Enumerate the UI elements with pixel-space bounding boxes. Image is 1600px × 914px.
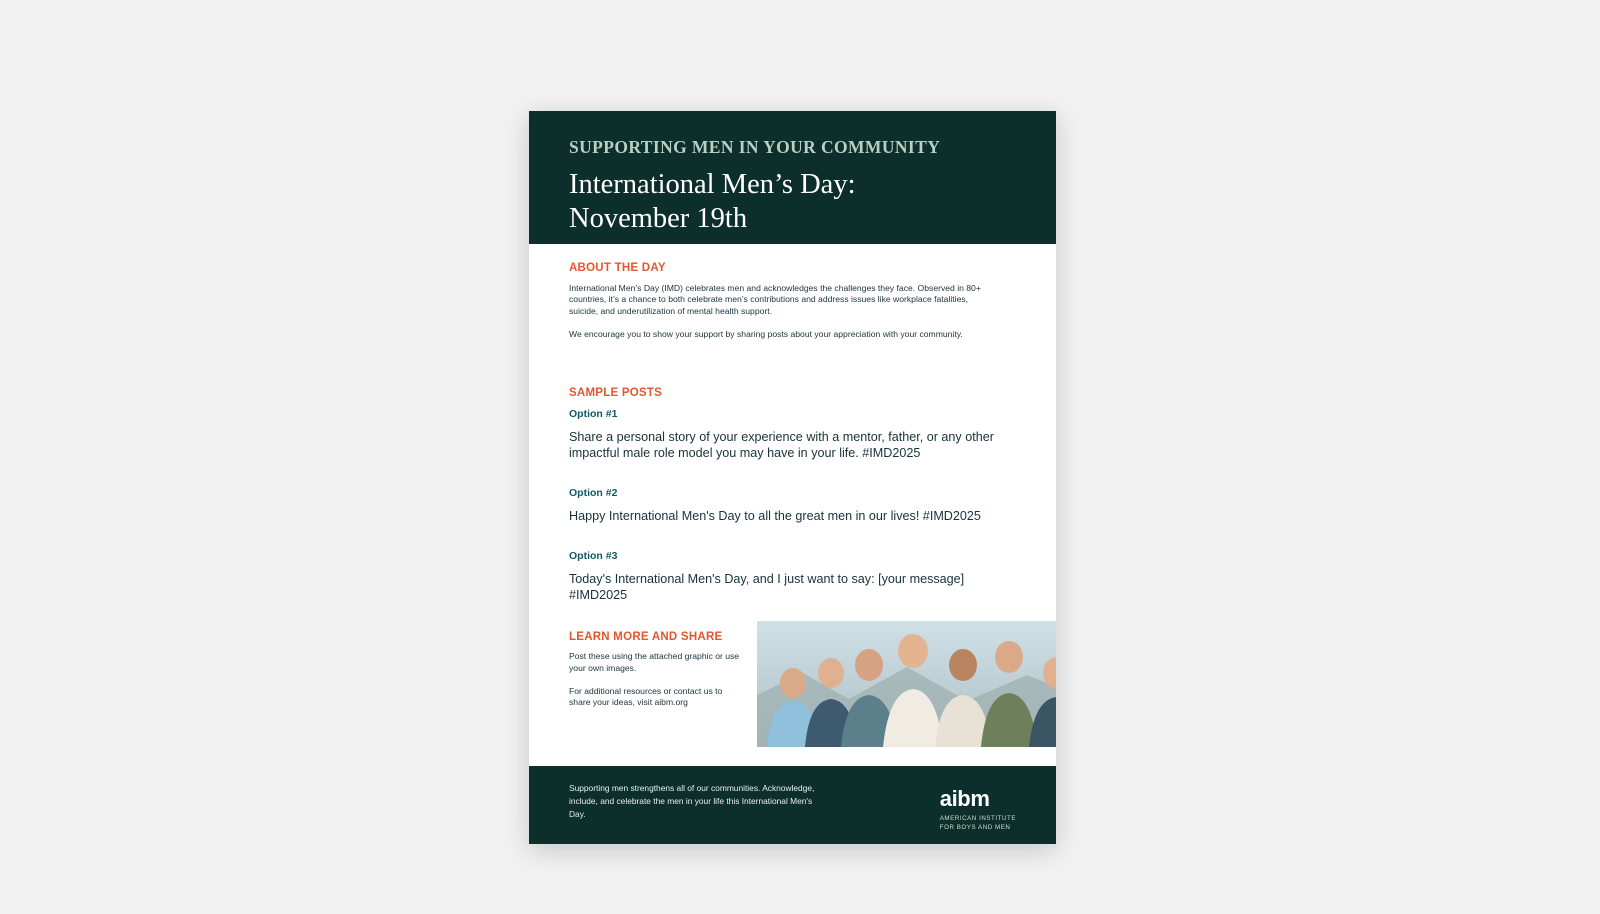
learn-more-paragraph-2: For additional resources or contact us to share your ideas, visit aibm.org: [569, 685, 723, 708]
learn-more-heading: LEARN MORE AND SHARE: [569, 631, 723, 644]
sample-option-2-label: Option #2: [569, 486, 618, 499]
about-paragraph-2: We encourage you to show your support by sharing posts about your appreciation with your community.: [569, 329, 963, 340]
logo-subtitle-line-1: AMERICAN INSTITUTE: [939, 815, 1016, 822]
page-title-line-2: November 19th: [569, 202, 748, 234]
sample-option-1-text: Share a personal story of your experience with a mentor, father, or any other impactful male role model you may have in your life. #IMD2025: [569, 429, 994, 460]
logo-subtitle-line-2: FOR BOYS AND MEN: [939, 823, 1011, 831]
about-paragraph-1: International Men’s Day (IMD) celebrates men and acknowledges the challenges they face. Observed in 80+ countries, it’s a chance to both celebrate men’s contributions and address issues like workplace fatalities, suicide, and underutilization of mental health support.: [569, 283, 981, 316]
flyer-page: [529, 111, 1056, 844]
learn-more-column: [569, 631, 741, 709]
sample-option-3: [569, 550, 1016, 603]
footer-text: Supporting men strengthens all of our communities. Acknowledge, include, and celebrate the men in your life this International Men's Day.: [569, 783, 815, 820]
flyer-body: [529, 244, 1056, 749]
about-section: [569, 262, 1016, 341]
flyer-footer: [529, 766, 1056, 844]
sample-option-2-text: Happy International Men's Day to all the great men in our lives! #IMD2025: [569, 508, 981, 523]
page-title: [569, 168, 1016, 235]
sample-posts-section: [569, 387, 1016, 604]
header-eyebrow: SUPPORTING MEN IN YOUR COMMUNITY: [569, 137, 941, 157]
learn-more-paragraph-1: Post these using the attached graphic or use your own images.: [569, 651, 740, 673]
sample-option-3-label: Option #3: [569, 550, 618, 563]
sample-option-1: [569, 408, 1016, 461]
page-title-line-1: International Men’s Day:: [569, 169, 856, 200]
flyer-header: [529, 111, 1056, 244]
logo-wordmark: aibm: [939, 786, 990, 811]
learn-more-section: [569, 631, 1016, 749]
sample-option-2: [569, 487, 1016, 524]
about-heading: ABOUT THE DAY: [569, 262, 666, 274]
aibm-logo: [940, 782, 1016, 833]
sample-option-3-text: Today's International Men's Day, and I just want to say: [your message] #IMD2025: [569, 572, 965, 603]
sample-posts-heading: SAMPLE POSTS: [569, 386, 663, 399]
sample-option-1-label: Option #1: [569, 407, 618, 420]
group-of-smiling-men-photo: [757, 621, 1056, 747]
